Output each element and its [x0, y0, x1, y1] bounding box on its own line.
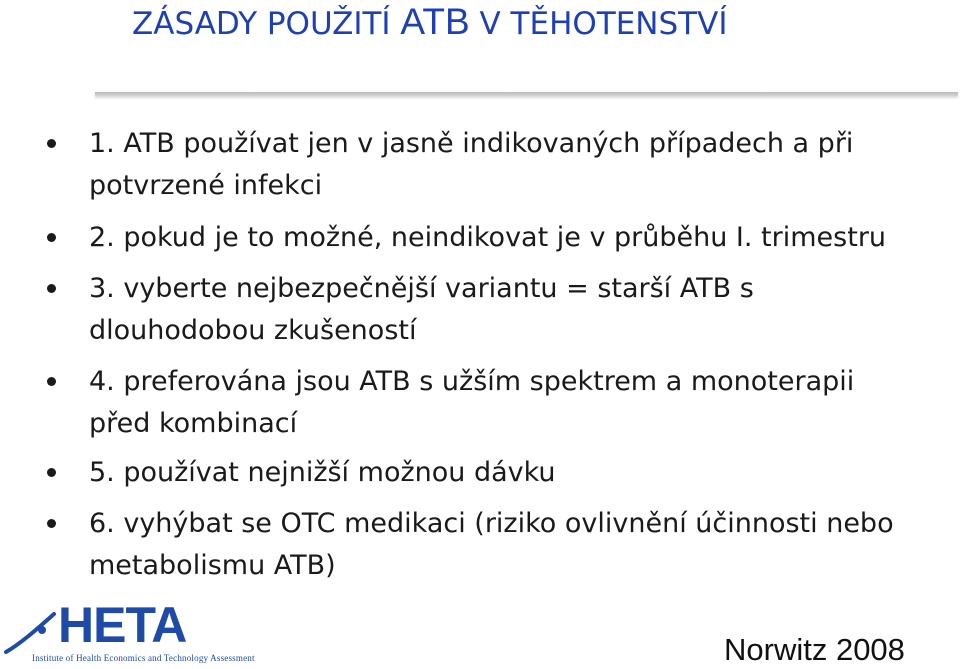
title-suffix: V TĚHOTENSTVÍ: [469, 6, 728, 42]
title-prefix: ZÁSADY POUŽITÍ: [132, 6, 401, 42]
bullet-item-6: [89, 503, 949, 587]
heta-logo: [2, 597, 255, 666]
bullet-6-line-2: metabolismu ATB): [89, 550, 336, 581]
bullet-item-1: [89, 123, 949, 207]
bullet-dot-icon: [47, 377, 56, 386]
bullet-3-line-2: dlouhodobou zkušeností: [89, 315, 417, 346]
logo-swoosh-icon: [2, 608, 62, 658]
bullet-6-line-1: 6. vyhýbat se OTC medikaci (riziko ovlivnění účinnosti nebo: [89, 508, 894, 539]
title-atb: ATB: [400, 1, 470, 42]
bullet-4-line-2: před kombinací: [89, 408, 298, 439]
bullet-item-4: [89, 361, 949, 445]
bullet-dot-icon: [47, 233, 56, 242]
bullet-dot-icon: [47, 139, 56, 148]
bullet-5-line-1: 5. používat nejnižší možnou dávku: [89, 457, 556, 488]
bullet-dot-icon: [47, 284, 56, 293]
slide-title: [132, 0, 727, 56]
bullet-dot-icon: [47, 519, 56, 528]
bullet-1-line-1: 1. ATB používat jen v jasně indikovaných případech a při: [89, 128, 854, 159]
title-divider: [95, 92, 958, 96]
logo-subtitle: Institute of Health Economics and Technology Assessment: [32, 653, 255, 663]
bullet-1-line-2: potvrzené infekci: [89, 170, 323, 201]
bullet-item-2: [89, 217, 949, 259]
bullet-3-line-1: 3. vyberte nejbezpečnější variantu = starší ATB s: [89, 273, 754, 304]
bullet-item-5: [89, 452, 949, 494]
citation: Norwitz 2008: [724, 632, 905, 667]
bullet-item-3: [89, 268, 949, 352]
bullet-2-line-1: 2. pokud je to možné, neindikovat je v průběhu I. trimestru: [89, 222, 887, 253]
bullet-4-line-1: 4. preferována jsou ATB s užším spektrem a monoterapii: [89, 366, 855, 397]
bullet-dot-icon: [47, 468, 56, 477]
logo-wordmark: HETA: [58, 597, 187, 653]
